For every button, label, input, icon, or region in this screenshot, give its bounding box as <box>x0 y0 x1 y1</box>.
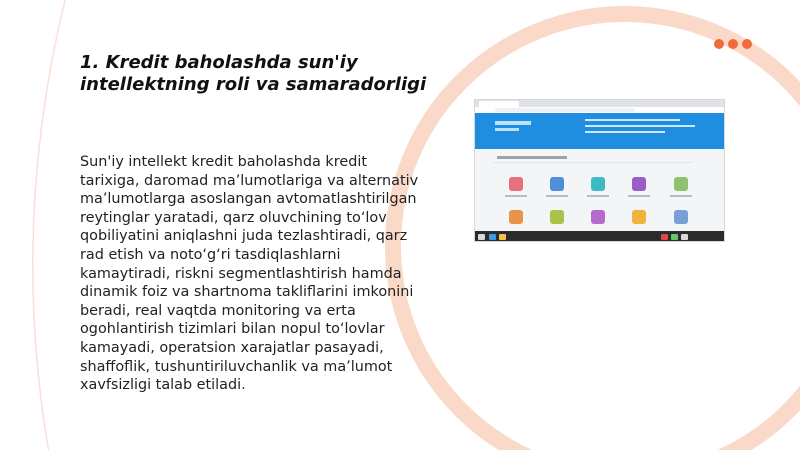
portal-header <box>475 113 724 149</box>
service-tile-icon <box>674 177 688 191</box>
service-tile-icon <box>591 210 605 224</box>
dot-icon <box>714 39 724 49</box>
service-tile-icon <box>674 210 688 224</box>
os-taskbar <box>475 231 724 242</box>
service-tile-icon <box>632 177 646 191</box>
slide-title: 1. Kredit baholashda sun'iy intellektning roli va samaradorligi <box>80 52 427 95</box>
browser-tabbar <box>475 100 724 107</box>
dot-icon <box>728 39 738 49</box>
decorative-dots <box>714 39 752 49</box>
portal-logo <box>495 121 531 125</box>
service-tile-icon <box>632 210 646 224</box>
service-tile-icon <box>550 177 564 191</box>
dot-icon <box>742 39 752 49</box>
portal-section-label <box>497 156 567 159</box>
service-tile-icon <box>509 177 523 191</box>
service-tile-icon <box>509 210 523 224</box>
web-portal-screenshot <box>474 99 725 242</box>
start-icon <box>478 234 485 240</box>
service-tile-icon <box>591 177 605 191</box>
slide-body-text: Sun'iy intellekt kredit baholashda kredit tarixiga, daromad ma’lumotlariga va alternativ ma’lumotlarga asoslangan avtomatlashtirilgan reytinglar yaratadi, qarz oluvchining to‘lov qobiliyatini aniqlashni juda tezlashtiradi, qarz rad etish va noto‘g‘ri tasdiqlashlarni kamaytiradi, riskni segmentlashtirish hamda dinamik foiz va shartnoma takliflarini imkonini beradi, real vaqtda monitoring va erta ogohlantirish tizimlari bilan nopul to‘lovlar kamayadi, operatsion xarajatlar pasayadi, shaffoflik, tushuntiriluvchanlik va ma’lumot xavfsizligi talab etiladi. <box>80 154 419 394</box>
service-tile-icon <box>550 210 564 224</box>
